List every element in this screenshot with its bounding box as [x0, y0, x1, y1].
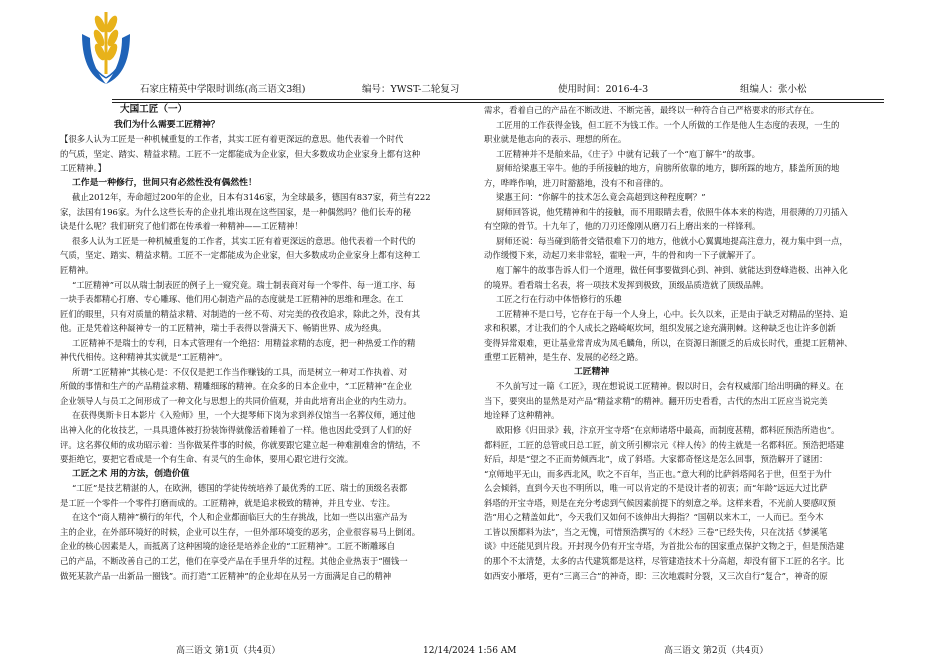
- text-line: 不久前写过一篇《工匠》，现在想说说工匠精神。假以时日，会有权威部门给出明确的释义。在: [496, 381, 844, 392]
- text-line: 工匠用的工作获得金钱，但工匠不为钱工作。一个人所做的工作是他人生态度的表现，一生的: [496, 119, 840, 130]
- text-line: 工匠精神不是瑞士的专利，日本式管理有一个绝招：用精益求精的态度，把一种热爱工作的精: [72, 337, 416, 348]
- text-line: 企业领导人与员工之间形成了一种文化与思想上的共同价值观，并由此培育出企业的内生动力。: [60, 395, 412, 406]
- text-line: 梁惠王问：“你解牛的技术怎么竟会高超到这种程度啊？”: [496, 192, 706, 203]
- text-line: 庖丁解牛的故事告诉人们一个道理，做任何事要做到心到、神到、就能达到登峰造极、出神入化: [496, 265, 848, 276]
- section-heading: 工匠之术 用的方法，创造价值: [72, 468, 190, 479]
- text-line: 重塑工匠精神，是生存、发展的必经之路。: [484, 352, 644, 363]
- text-line: 如西安小雁塔，更有“三离三合”的神奇，即：三次地震时分裂，又三次自行“复合”，神奇的原: [484, 570, 828, 581]
- text-line: 气质，坚定、踏实、精益求精。工匠不一定都能成为企业家，但大多数成功企业家身上都有这种工: [60, 250, 421, 261]
- text-line: 的境界。看看瑞士名表，将一项技术发挥到极致，顶级品质造就了顶级品牌。: [484, 279, 769, 290]
- text-line: 要拒绝它，要把它看成是一个有生命、有灵气的生命体，要用心跟它进行交流。: [60, 454, 354, 465]
- text-line: 需求，看着自己的产品在不断改进、不断完善，最终以一种符合自己严格要求的形式存在。: [484, 105, 819, 115]
- header-date: 使用时间：2016-4-3: [558, 84, 649, 95]
- header-school: 石家庄精英中学限时训练(高三语文3组): [140, 84, 306, 95]
- text-line: “工匠精神”可以从瑞士制表匠的例子上一窥究竟。瑞士制表商对每一个零件、每一道工序、每: [72, 279, 416, 290]
- text-line: 很多人认为工匠是一种机械重复的工作者，其实工匠有着更深远的意思。他代表着一个时代的: [72, 235, 416, 246]
- text-line: 神代代相传。这种精神其实就是“工匠精神”。: [60, 352, 228, 363]
- section-heading: 我们为什么需要工匠精神？: [114, 119, 220, 130]
- right-column: [484, 103, 890, 641]
- text-line: 评。这名葬仪师的成功昭示着：当你做某件事的时候，你就要跟它建立起一种难割难舍的情结，不: [60, 439, 421, 450]
- text-line: 所谓“工匠精神”其核心是：不仅仅是把工作当作赚钱的工具，而是树立一种对工作执着、对: [72, 366, 408, 377]
- text-line: 厨师回答说，他凭精神和牛的接触，而不用眼睛去看，依照牛体本来的构造，用很薄的刀刃插入: [496, 206, 848, 217]
- text-line: 出神入化的化妆技艺，一具具遗体被打扮装饰得就像活着睡着了一样。他也因此受到了人们的好: [60, 425, 412, 436]
- text-line: 工匠精神。】: [60, 163, 107, 174]
- text-line: “工匠”是技艺精湛的人，在欧洲，德国的学徒传统培养了最优秀的工匠、瑞士的顶级名表都: [72, 483, 408, 494]
- school-logo: [78, 4, 134, 90]
- header-rule-thick: [112, 99, 884, 100]
- text-line: 的气质，坚定、踏实、精益求精。工匠不一定都能成为企业家，但大多数成功企业家身上都有这种: [60, 148, 421, 159]
- footer-timestamp: 12/14/2024 1:56 AM: [423, 646, 517, 656]
- section-heading: 工作是一种修行，世间只有必然性没有偶然性！: [72, 177, 257, 188]
- text-line: 么会倾斜，直到今天也不明所以，唯一可以肯定的不是设计者的初衷；而“年龄”远远大过比萨: [484, 483, 828, 494]
- text-line: 职业就是他志向的表示、理想的所在。: [484, 134, 627, 145]
- text-line: 浩“用心之精盖如此”，今天我们又如何不该伸出大拇指？“国朝以来木工，一人而已。至今木: [484, 512, 824, 523]
- text-line: 谈》中还能见到片段。开封现今仍有开宝寺塔，为首批公布的国家重点保护文物之于，但是预浩建: [484, 541, 845, 552]
- text-line: 工匠之行在行动中体悟修行的乐趣: [496, 294, 622, 305]
- text-line: 动作缓慢下来，动起刀来非常轻，霍啦一声，牛的骨和肉一下子就解开了。: [484, 250, 761, 261]
- text-line: 欧阳修《归田录》载，汴京开宝寺塔“在京师诸塔中最高，而制度甚精，都料匠预浩所造也”。: [496, 425, 840, 436]
- text-line: 厨师还说：每当碰到筋骨交错很难下刀的地方，他就小心翼翼地提高注意力，视力集中到一点，: [496, 235, 848, 246]
- text-line: 的那个不太清楚，太多的古代建筑都是这样，尽管建造技术十分高超，却没有留下工匠的名字。比: [484, 555, 845, 566]
- text-line: 工匠精神并不是舶来品，《庄子》中就有记载了一个“庖丁解牛”的故事。: [496, 148, 760, 159]
- text-line: 一块手表都精心打磨、专心雕琢、他们用心制造产品的态度就是工匠精神的思维和理念。在工: [60, 294, 404, 305]
- text-line: 是工匠一个零件一个零件打磨而成的。工匠精神，就是追求极致的精神，并且专业、专注。: [60, 497, 395, 508]
- text-line: 做死某款产品一出新品一圈钱”。而打造“工匠精神”的企业却在从另一方面满足自己的精神: [60, 570, 392, 581]
- header-editor: 组编人：张小松: [740, 84, 807, 95]
- text-line: 工皆以预都料为法”，当之无愧，可惜预浩撰写的《木经》三卷”已经失传，只在沈括《梦溪笔: [484, 526, 828, 537]
- text-line: 厨师给梁惠王宰牛。他的手所接触的地方，肩膀所依靠的地方，脚所踩的地方，膝盖所顶的地: [496, 163, 840, 174]
- text-line: 工匠精神不是口号，它存在于每一个人身上，心中。长久以来，正是由于缺乏对精品的坚持、追: [496, 308, 848, 319]
- text-line: 【很多人认为工匠是一种机械重复的工作者，其实工匠有着更深远的意思。他代表着一个时代: [60, 134, 404, 145]
- text-line: 他。正是凭着这种凝神专一的工匠精神，瑞士手表得以誉满天下、畅销世界、成为经典。: [60, 323, 387, 334]
- text-line: 匠精神。: [60, 265, 94, 276]
- text-line: 都料匠，工匠的总管或曰总工匠，前文所引柳宗元《梓人传》的传主就是一名都料匠。预浩把塔建: [484, 439, 845, 450]
- text-line: 在这个“商人精神”横行的年代，个人和企业都面临巨大的生存挑战，比如一些以出塞产品为: [72, 512, 408, 523]
- text-line: 在获得奥斯卡日本影片《入殓师》里，一个大提琴师下岗为求到养仪馆当一名葬仪师，通过他: [72, 410, 416, 421]
- text-line: 好后，却是“望之不正而势倾西北”，成了斜塔。大家都奇怪这是怎么回事，预浩解开了谜团：: [484, 454, 828, 465]
- text-line: “京师地平无山，而多西北风，吹之不百年，当正也。”意大利的比萨斜塔闻名于世，但至于为什: [484, 468, 832, 479]
- text-line: 斜塔的开宝寺塔，则是在充分考虑到气候因素前提下的刻意之举。这样来看，不光前人要感叹预: [484, 497, 836, 508]
- footer-left-page: 高三语文 第1页（共4页）: [176, 646, 281, 656]
- text-line: 求和积累，才让我们的个人成长之路崎岖坎坷，组织发展之途充满荆棘。这种缺乏也让许多创新: [484, 323, 836, 334]
- text-line: 方，哗哗作响，进刀时豁豁地，没有不和音律的。: [484, 177, 669, 188]
- text-line: 匠们的眼里，只有对质量的精益求精、对制造的一丝不苟、对完美的孜孜追求，除此之外，没有其: [60, 308, 421, 319]
- text-line: 当下，要突出的显然是对产品“精益求精”的精神。翻开历史看看，古代的杰出工匠应当说完美: [484, 395, 828, 406]
- text-line: 所做的事情和生产的产品精益求精、精雕细琢的精神。在众多的日本企业中，“工匠精神”在企业: [60, 381, 412, 392]
- text-line: 家，法国有196家。为什么这些长寿的企业扎堆出现在这些国家，是一种偶然吗？他们长寿的秘: [60, 206, 411, 217]
- text-line: 有空隙的骨节。十九年了，他的刀刃还像刚从磨刀石上磨出来的一样锋利。: [484, 221, 761, 232]
- text-line: 企业的核心因素是人，而抵离了这种困境的途径是培养企业的“工匠精神”。工匠不断雕琢自: [60, 541, 396, 552]
- text-line: 诀是什么呢？我们研究了他们都在传承着一种精神——工匠精神！: [60, 221, 303, 232]
- left-column: [60, 103, 480, 641]
- page-footer: [0, 644, 950, 658]
- text-line: 截止2012年，寿命超过200年的企业，日本有3146家，为全球最多，德国有837家，荷兰有222: [72, 192, 431, 203]
- document-header: [140, 82, 880, 98]
- section-heading: 工匠精神: [574, 366, 610, 377]
- text-line: 变得异常艰难，更让基业常青成为凤毛麟角，所以，在资源日渐匮乏的后成长时代，重提工匠精神、: [484, 337, 853, 348]
- text-line: 地诠释了这种精神。: [484, 410, 560, 421]
- footer-right-page: 高三语文 第2页（共4页）: [664, 646, 769, 656]
- section-heading: 大国工匠（一）: [120, 104, 188, 115]
- text-line: 己的产品，不断改善自己的工艺，他们在享受产品在手里升华的过程。其他企业热衷于“圈钱一: [60, 555, 408, 566]
- header-code: 编号：YWST-二轮复习: [362, 84, 460, 95]
- text-line: 主的企业，在外部环境好的时候，企业可以生存，一但外部环境变的恶劣，企业很容易马上倒闭。: [60, 526, 421, 537]
